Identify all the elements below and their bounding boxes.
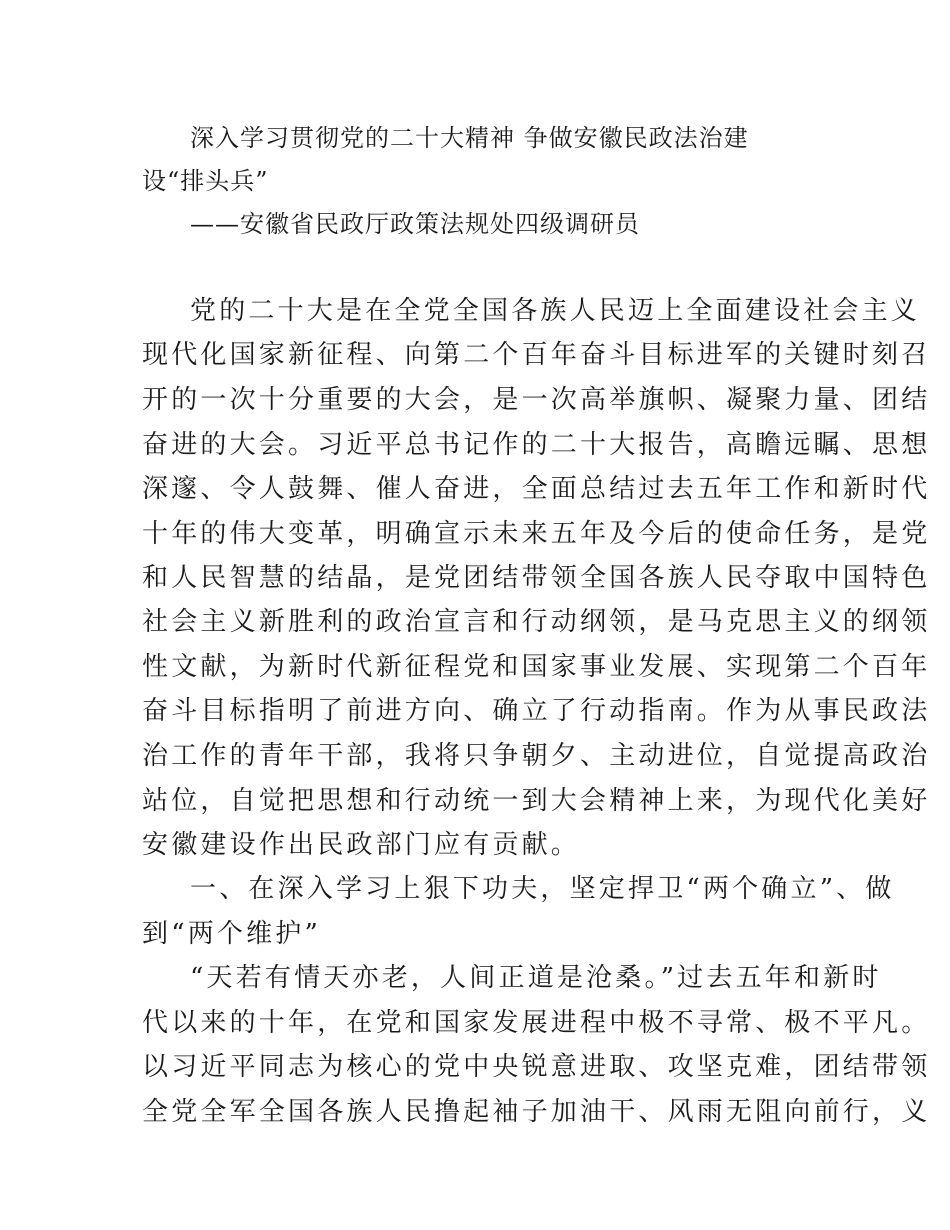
paragraph-1-line: 安徽建设作出民政部门应有贡献。 <box>142 830 581 860</box>
paragraph-1-line: 开的一次十分重要的大会，是一次高举旗帜、凝聚力量、团结 <box>142 385 931 415</box>
title-line-2: 设“排头兵” <box>142 167 269 195</box>
paragraph-1-line: 社会主义新胜利的政治宣言和行动纲领，是马克思主义的纲领 <box>142 607 931 637</box>
paragraph-2-line: 全党全军全国各族人民撸起袖子加油干、风雨无阻向前行，义 <box>142 1097 931 1127</box>
paragraph-1-line: 深邃、令人鼓舞、催人奋进，全面总结过去五年工作和新时代 <box>142 474 931 504</box>
paragraph-2-line: 以习近平同志为核心的党中央锐意进取、攻坚克难，团结带领 <box>142 1052 931 1082</box>
section-heading-line: 到“两个维护” <box>142 919 321 949</box>
section-heading-line: 一、在深入学习上狠下功夫，坚定捍卫“两个确立”、做 <box>190 874 895 904</box>
paragraph-1-line: 性文献，为新时代新征程党和国家事业发展、实现第二个百年 <box>142 652 931 682</box>
paragraph-1-line: 奋斗目标指明了前进方向、确立了行动指南。作为从事民政法 <box>142 696 931 726</box>
paragraph-1-line: 现代化国家新征程、向第二个百年奋斗目标进军的关键时刻召 <box>142 340 931 370</box>
paragraph-1-line: 和人民智慧的结晶，是党团结带领全国各族人民夺取中国特色 <box>142 563 931 593</box>
paragraph-1-line: 十年的伟大变革，明确宣示未来五年及今后的使命任务，是党 <box>142 519 931 549</box>
paragraph-2-line: 代以来的十年，在党和国家发展进程中极不寻常、极不平凡。 <box>142 1008 931 1038</box>
title-line-1: 深入学习贯彻党的二十大精神 争做安徽民政法治建 <box>190 124 749 152</box>
paragraph-1-line: 奋进的大会。习近平总书记作的二十大报告，高瞻远瞩、思想 <box>142 430 931 460</box>
paragraph-1-line: 治工作的青年干部，我将只争朝夕、主动进位，自觉提高政治 <box>142 741 931 771</box>
paragraph-2-line: “天若有情天亦老，人间正道是沧桑。”过去五年和新时 <box>190 963 882 993</box>
paragraph-1-line: 站位，自觉把思想和行动统一到大会精神上来，为现代化美好 <box>142 786 931 816</box>
author-line: ——安徽省民政厅政策法规处四级调研员 <box>190 210 640 238</box>
paragraph-1-line: 党的二十大是在全党全国各族人民迈上全面建设社会主义 <box>190 296 921 326</box>
